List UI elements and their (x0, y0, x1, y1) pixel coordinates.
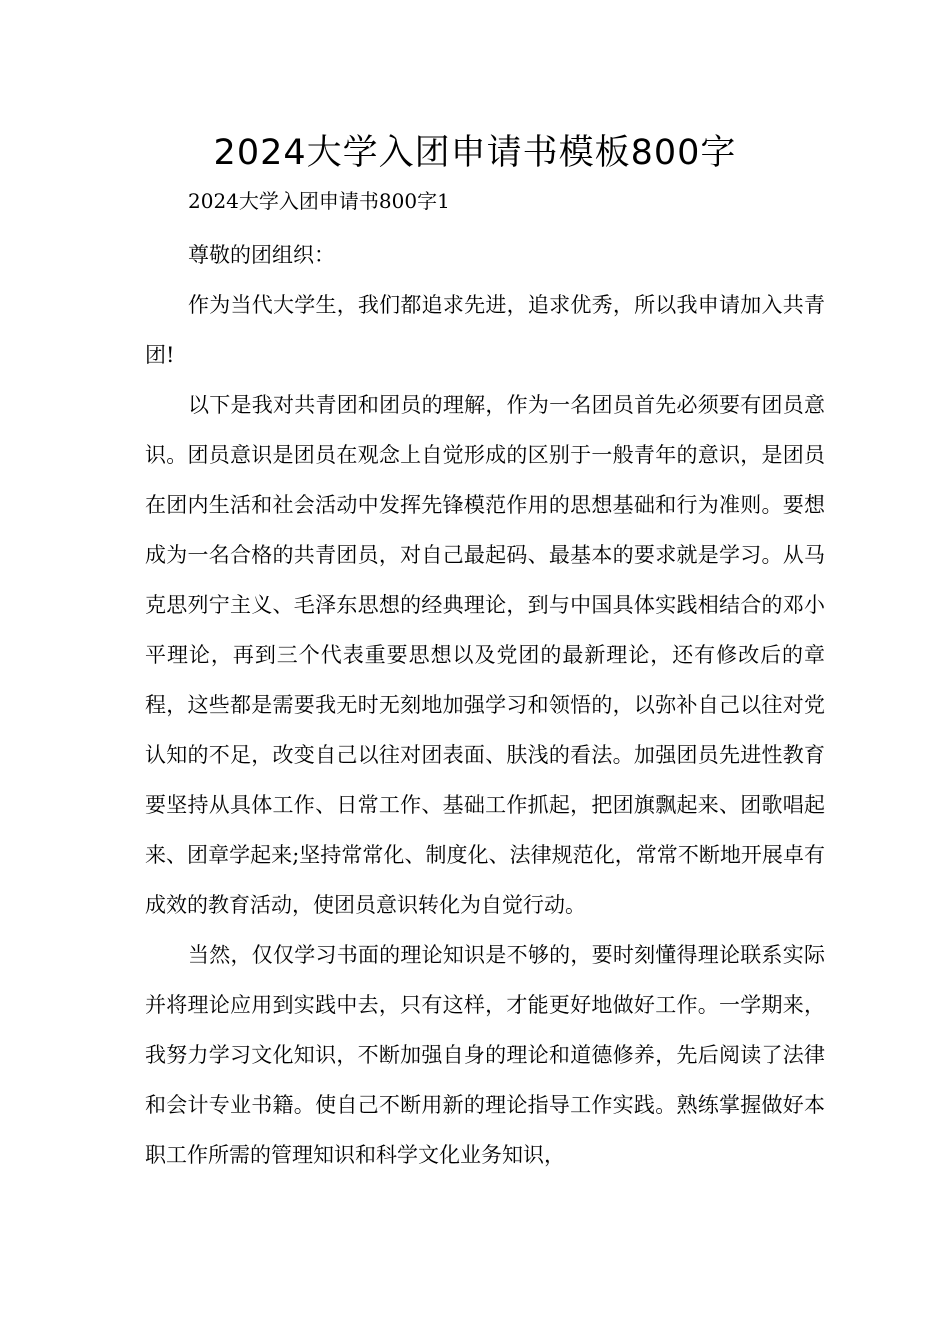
document-title: 2024大学入团申请书模板800字 (213, 133, 737, 173)
paragraph-2: 以下是我对共青团和团员的理解，作为一名团员首先必须要有团员意识。团员意识是团员在观念上自觉形成的区别于一般青年的意识，是团员在团内生活和社会活动中发挥先锋模范作用的思想基础和行为准则。要想成为一名合格的共青团员，对自己最起码、最基本的要求就是学习。从马克思列宁主义、毛泽东思想的经典理论，到与中国具体实践相结合的邓小平理论，再到三个代表重要思想以及党团的最新理论，还有修改后的章程，这些都是需要我无时无刻地加强学习和领悟的，以弥补自己以往对党认知的不足，改变自己以往对团表面、肤浅的看法。加强团员先进性教育要坚持从具体工作、日常工作、基础工作抓起，把团旗飘起来、团歌唱起来、团章学起来;坚持常常化、制度化、法律规范化，常常不断地开展卓有成效的教育活动，使团员意识转化为自觉行动。 (145, 393, 825, 917)
paragraph-1: 作为当代大学生，我们都追求先进，追求优秀，所以我申请加入共青团! (145, 293, 825, 367)
salutation: 尊敬的团组织： (188, 243, 335, 267)
document-body (145, 230, 825, 1180)
document-subtitle: 2024大学入团申请书800字1 (188, 189, 450, 213)
paragraph-3: 当然，仅仅学习书面的理论知识是不够的，要时刻懂得理论联系实际并将理论应用到实践中去，只有这样，才能更好地做好工作。一学期来，我努力学习文化知识，不断加强自身的理论和道德修养，先后阅读了法律和会计专业书籍。使自己不断用新的理论指导工作实践。熟练掌握做好本职工作所需的管理知识和科学文化业务知识， (145, 943, 825, 1167)
